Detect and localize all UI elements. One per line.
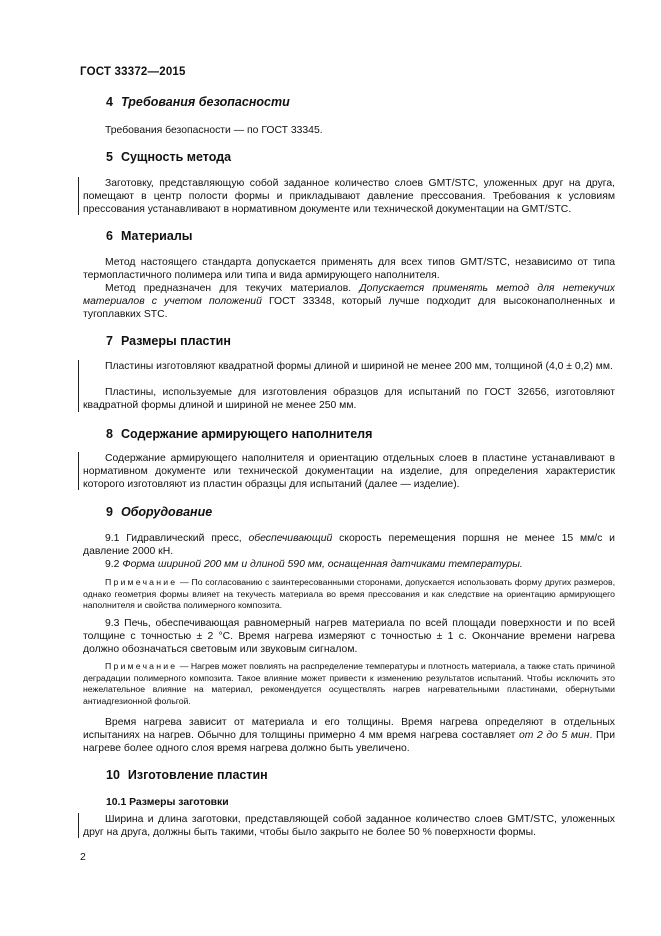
- section-number: 4: [106, 95, 113, 109]
- note-2: [83, 661, 615, 707]
- section-6-paragraph-1: [83, 256, 615, 282]
- paragraph-text: Время нагрева зависит от материала и его толщины. Время нагрева определяют в отдельных испытаниях на нагрев. Обычно для толщины примерно 4 мм время нагрева составляет: [83, 717, 615, 742]
- section-title: Сущность метода: [120, 150, 232, 164]
- paragraph-text: ГОСТ 33348, который лучше подходит для высоконаполненных и тугоплавких STC.: [83, 296, 615, 321]
- section-title: Материалы: [120, 229, 193, 243]
- section-number: 10: [106, 768, 120, 782]
- section-4-heading: [106, 95, 290, 109]
- clause-9-2: [83, 558, 615, 571]
- clause-9-3: [83, 617, 615, 657]
- emphasis-text: Допускается применять метод для нетекучих материалов с учетом положений: [83, 283, 615, 308]
- section-number: 8: [106, 427, 113, 441]
- emphasis-text: обеспечивающий: [248, 533, 333, 544]
- section-title: Требования безопасности: [120, 95, 290, 109]
- section-title: Содержание армирующего наполнителя: [120, 427, 373, 441]
- section-5-heading: [106, 150, 231, 164]
- paragraph-text: Ширина и длина заготовки, представляющей собой заданное количество слоев GMT/STC, уложенных друг на друга, должны быть такими, чтобы было закрыто не более 50 % поверхности формы.: [83, 814, 615, 839]
- note-1: [83, 577, 615, 612]
- change-bar: [78, 813, 79, 838]
- change-bar: [78, 177, 79, 215]
- section-7-heading: [106, 334, 231, 348]
- section-8-text: [83, 452, 615, 492]
- section-number: 7: [106, 334, 113, 348]
- section-10-heading: [106, 768, 268, 782]
- section-number: 9: [106, 505, 113, 519]
- section-6-paragraph-2: [83, 282, 615, 322]
- section-7-paragraph-2: [83, 386, 615, 412]
- emphasis-text: от 2 до 5 мин: [518, 730, 590, 742]
- running-header: ГОСТ 33372—2015: [80, 66, 186, 78]
- paragraph-text: Пластины изготовляют квадратной формы длиной и шириной не менее 200 мм, толщиной (4,0 ± 0,2) мм.: [105, 361, 613, 372]
- paragraph-text: Метод настоящего стандарта допускается применять для всех типов GMT/STC, независимо от типа термопластичного полимера или типа и вида армирующего наполнителя.: [83, 257, 615, 282]
- section-9-paragraph-heating: [83, 716, 615, 756]
- change-bar: [78, 360, 79, 412]
- paragraph-text: Метод предназначен для текучих материалов.: [105, 283, 360, 294]
- paragraph-text: . При нагреве более одного слоя время нагрева должно быть увеличено.: [83, 730, 615, 755]
- section-5-text: [83, 177, 615, 217]
- section-9-heading: [106, 505, 212, 519]
- note-text: — Нагрев может повлиять на распределение температуры и плотность материала, а также стать причиной деградации полимерного композита. Такое влияние может привести к изменению результатов испытаний. Чтобы исключить это нежелательное влияние на материал, рекомендуется осуществлять нагрев нагревательными пластинами, обернутыми антиадгезионной фольгой.: [83, 661, 615, 706]
- paragraph-text: Пластины, используемые для изготовления образцов для испытаний по ГОСТ 32656, изготовляют квадратной формы длиной и шириной не менее 250 мм.: [83, 387, 615, 412]
- paragraph-text: 9.3 Печь, обеспечивающая равномерный нагрев материала по всей площади поверхности и по всей толщине с точностью ± 2 °С. Время нагрева измеряют с точностью ± 1 с. Окончание времени нагрева должно обозначаться световым или звуковым сигналом.: [83, 618, 615, 656]
- note-text: — По согласованию с заинтересованными сторонами, допускается использовать форму других размеров, однако геометрия формы влияет на текучесть материала во время прессования и как следствие на ориентацию армирующего наполнителя и свойства полимерного композита.: [83, 577, 615, 611]
- section-6-heading: [106, 229, 192, 243]
- paragraph-text: 9.2: [105, 559, 123, 570]
- section-title: Размеры пластин: [120, 334, 231, 348]
- emphasis-text: Форма шириной 200 мм и длиной 590 мм, оснащенная датчиками температуры.: [122, 559, 523, 570]
- section-8-heading: [106, 427, 372, 441]
- paragraph-text: скорость перемещения поршня не менее 15 мм/с и давление 2000 кН.: [83, 533, 615, 558]
- section-number: 6: [106, 229, 113, 243]
- note-label: Примечание: [105, 661, 178, 671]
- page-number: 2: [80, 852, 86, 863]
- paragraph-text: Требования безопасности — по ГОСТ 33345.: [105, 125, 323, 136]
- change-bar: [78, 452, 79, 490]
- paragraph-text: 9.1 Гидравлический пресс,: [105, 533, 249, 544]
- section-10-1-text: [83, 813, 615, 839]
- section-title: Оборудование: [120, 505, 213, 519]
- note-label: Примечание: [105, 577, 178, 587]
- paragraph-text: Содержание армирующего наполнителя и ориентацию отдельных слоев в пластине устанавливают в нормативном документе или технической документации на изделие, для определения характеристик которого изготовляют из пластин образцы для испытаний (далее — изделие).: [83, 453, 615, 491]
- section-7-paragraph-1: [83, 360, 615, 373]
- section-4-text: [83, 124, 615, 137]
- paragraph-text: Заготовку, представляющую собой заданное количество слоев GMT/STC, уложенных друг на друга, помещают в центр полости формы и прикладывают давление прессования. Требования к условиям прессования устанавливают в нормативном документе или технической документации на GMT/STC.: [83, 178, 615, 216]
- section-number: 5: [106, 150, 113, 164]
- subsection-10-1-heading: 10.1 Размеры заготовки: [106, 797, 229, 808]
- clause-9-1: [83, 532, 615, 558]
- section-title: Изготовление пластин: [127, 768, 268, 782]
